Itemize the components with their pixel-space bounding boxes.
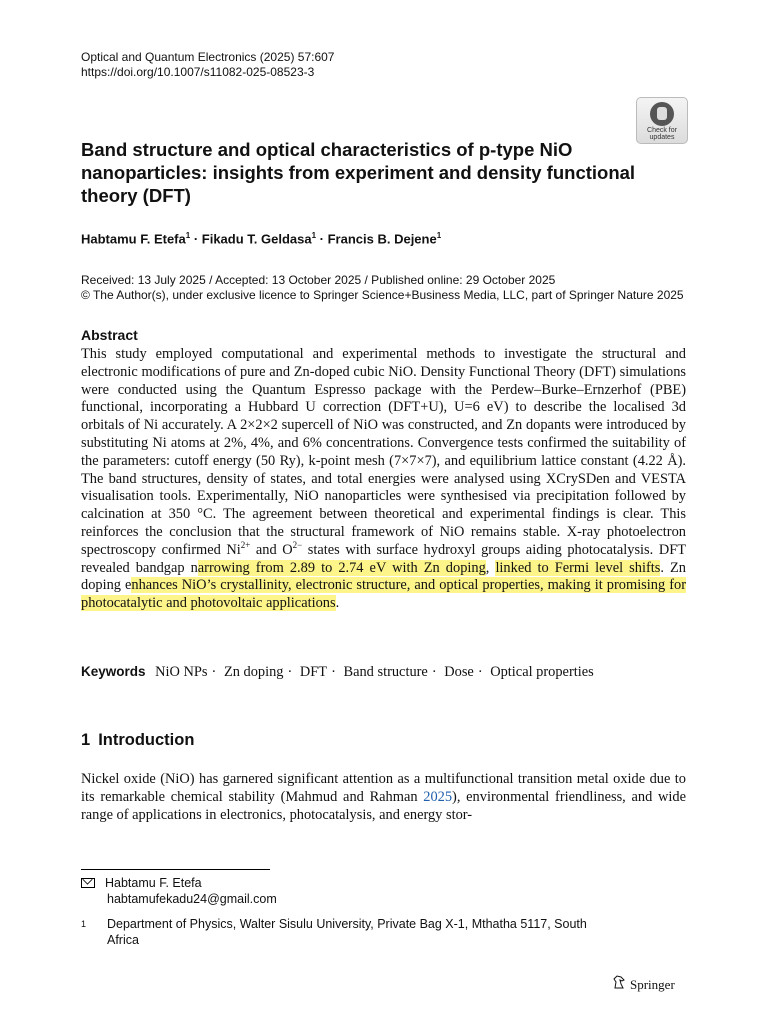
footnote-divider bbox=[81, 869, 270, 870]
intro-paragraph bbox=[81, 770, 686, 824]
abstract-segment: states with surface hydroxyl groups aiding photocatalysis. DFT revealed bandgap n bbox=[81, 541, 687, 576]
journal-citation: Optical and Quantum Electronics (2025) 57:607 bbox=[81, 50, 335, 64]
keyword: DFT bbox=[299, 664, 328, 680]
abstract-segment: , bbox=[485, 559, 496, 576]
copyright-line: © The Author(s), under exclusive licence to Springer Science+Business Media, LLC, part of Springer Nature 2025 bbox=[81, 288, 684, 302]
highlighted-text[interactable]: linked to Fermi level shifts bbox=[495, 559, 661, 576]
abstract-segment: . Zn doping e bbox=[81, 559, 686, 594]
highlighted-text[interactable]: nhances NiO’s crystallinity, electronic structure, and optical properties, making it promising for photocatalytic and photovoltaic applications bbox=[81, 577, 686, 612]
abstract-heading: Abstract bbox=[81, 327, 138, 343]
section-title: Introduction bbox=[98, 731, 195, 749]
publication-dates: Received: 13 July 2025 / Accepted: 13 October 2025 / Published online: 29 October 2025 bbox=[81, 273, 556, 287]
badge-line1: Check for bbox=[647, 127, 677, 134]
correspondence bbox=[81, 875, 277, 907]
springer-horse-icon bbox=[612, 975, 626, 993]
corresponding-author: Habtamu F. Etefa bbox=[105, 876, 202, 890]
keyword: Band structure bbox=[343, 664, 428, 680]
superscript: 2+ bbox=[240, 539, 251, 550]
keyword: NiO NPs bbox=[155, 664, 208, 680]
affiliation-number: 1 bbox=[81, 919, 87, 929]
author-email[interactable]: habtamufekadu24@gmail.com bbox=[107, 892, 277, 906]
check-for-updates-badge[interactable] bbox=[636, 97, 688, 144]
section-heading bbox=[81, 731, 194, 750]
doi-link[interactable]: https://doi.org/10.1007/s11082-025-08523-3 bbox=[81, 65, 315, 79]
envelope-icon bbox=[81, 878, 95, 888]
author-affiliation-mark: 1 bbox=[185, 231, 191, 240]
keyword: Optical properties bbox=[490, 664, 594, 680]
keywords-label: Keywords bbox=[81, 664, 146, 679]
badge-line2: updates bbox=[649, 134, 675, 141]
paper-title: Band structure and optical characteristics of p-type NiO nanoparticles: insights from experiment and density functional theory (DFT) bbox=[81, 139, 636, 206]
intro-segment: Nickel oxide (NiO) has garnered significant attention as a multifunctional transition metal oxide due to its remarkable chemical stability (Mahmud and Rahman bbox=[81, 771, 686, 805]
bookmark-icon bbox=[650, 102, 674, 126]
section-number: 1 bbox=[81, 731, 91, 749]
affiliation-text: Department of Physics, Walter Sisulu University, Private Bag X-1, Mthatha 5117, South Africa bbox=[107, 917, 587, 947]
intro-segment: ), environmental friendliness, and wide range of applications in electronics, photocatalysis, and energy stor- bbox=[81, 789, 686, 823]
author-name[interactable]: Francis B. Dejene bbox=[327, 231, 437, 247]
abstract-segment: This study employed computational and experimental methods to investigate the structural and electronic modifications of pure and Zn-doped cubic NiO. Density Functional Theory (DFT) simulations were conducted using the Quantum Espresso package with the Perdew–Burke–Ernzerhof (PBE) functional, incorporating a Hubbard U correction (DFT+U), U=6 eV) to describe the localised 3d orbitals of Ni accurately. A 2×2×2 supercell of NiO was constructed, and Zn dopants were introduced by substituting Ni atoms at 2%, 4%, and 6% concentrations. Convergence tests confirmed the suitability of the parameters: cutoff energy (50 Ry), k-point mesh (7×7×7), and equilibrium lattice constant (4.22 Å). The band structures, density of states, and total energies were analysed using XCrySDen and VESTA visualisation tools. Experimentally, NiO nanoparticles were synthesised via precipitation followed by calcination at 350 °C. The agreement between theoretical and experimental findings is clear. This reinforces the conclusion that the structural framework of NiO remains stable. X-ray photoelectron spectroscopy confirmed Ni bbox=[81, 346, 686, 558]
superscript: 2− bbox=[292, 539, 303, 550]
journal-header bbox=[81, 50, 334, 80]
keyword: Dose bbox=[444, 664, 474, 680]
abstract-text bbox=[81, 346, 686, 613]
author-affiliation-mark: 1 bbox=[311, 231, 317, 240]
citation-link[interactable]: 2025 bbox=[423, 789, 453, 805]
abstract-segment: . bbox=[335, 595, 340, 612]
author-list: Habtamu F. Etefa$^1$ · Fikadu T. Geldasa$^1$ · Francis B. Dejene$^1$ bbox=[81, 231, 442, 247]
keyword: Zn doping bbox=[223, 664, 284, 680]
author-name[interactable]: Fikadu T. Geldasa bbox=[201, 231, 312, 247]
publisher-name: Springer bbox=[630, 977, 675, 992]
keywords: Keywords NiO NPs · Zn doping · DFT · Band structure · Dose · Optical properties bbox=[81, 664, 594, 680]
affiliation bbox=[81, 916, 607, 948]
publication-info bbox=[81, 273, 684, 303]
author-name[interactable]: Habtamu F. Etefa bbox=[81, 231, 186, 247]
abstract-segment: and O bbox=[250, 541, 293, 558]
author-affiliation-mark: 1 bbox=[436, 231, 442, 240]
publisher-logo bbox=[612, 975, 675, 993]
highlighted-text[interactable]: arrowing from 2.89 to 2.74 eV with Zn doping bbox=[197, 559, 486, 576]
